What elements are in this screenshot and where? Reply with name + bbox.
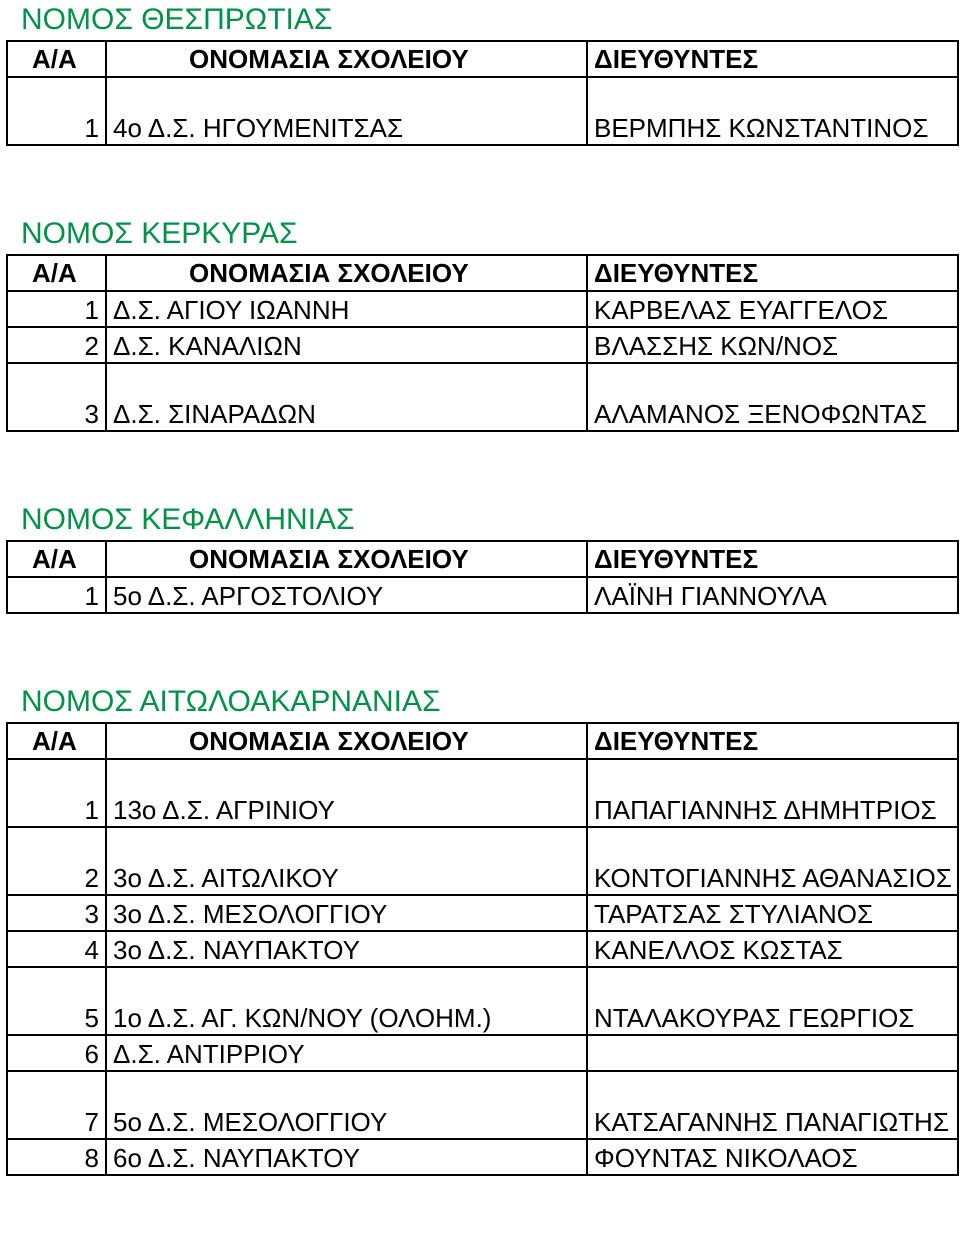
table-row xyxy=(7,931,958,967)
table-header-row xyxy=(7,541,958,577)
director-name: ΒΛΑΣΣΗΣ ΚΩΝ/ΝΟΣ xyxy=(587,327,958,363)
prefecture-title: ΝΟΜΟΣ ΘΕΣΠΡΩΤΙΑΣ xyxy=(21,3,333,36)
table-row xyxy=(7,1035,958,1071)
school-name: Δ.Σ. ΑΝΤΙΡΡΙΟΥ xyxy=(106,1035,587,1071)
table-row xyxy=(7,363,958,431)
director-name: ΚΑΤΣΑΓΑΝΝΗΣ ΠΑΝΑΓΙΩΤΗΣ xyxy=(587,1071,958,1139)
table-row xyxy=(7,327,958,363)
row-number: 4 xyxy=(7,931,106,967)
table-row xyxy=(7,1139,958,1175)
header-directors: ΔΙΕΥΘΥΝΤΕΣ xyxy=(587,541,958,577)
school-name: 5ο Δ.Σ. ΜΕΣΟΛΟΓΓΙΟΥ xyxy=(106,1071,587,1139)
header-school-name: ΟΝΟΜΑΣΙΑ ΣΧΟΛΕΙΟΥ xyxy=(106,255,587,291)
schools-table xyxy=(6,254,959,432)
director-name: ΛΑΪΝΗ ΓΙΑΝΝΟΥΛΑ xyxy=(587,577,958,613)
school-name: 3ο Δ.Σ. ΝΑΥΠΑΚΤΟΥ xyxy=(106,931,587,967)
header-number: Α/Α xyxy=(7,255,106,291)
table-row xyxy=(7,577,958,613)
schools-table xyxy=(6,40,959,146)
prefecture-section xyxy=(6,500,957,614)
table-row xyxy=(7,827,958,895)
table-row xyxy=(7,1071,958,1139)
header-directors: ΔΙΕΥΘΥΝΤΕΣ xyxy=(587,255,958,291)
school-name: 6ο Δ.Σ. ΝΑΥΠΑΚΤΟΥ xyxy=(106,1139,587,1175)
header-directors: ΔΙΕΥΘΥΝΤΕΣ xyxy=(587,41,958,77)
director-name: ΤΑΡΑΤΣΑΣ ΣΤΥΛΙΑΝΟΣ xyxy=(587,895,958,931)
director-name: ΚΑΡΒΕΛΑΣ ΕΥΑΓΓΕΛΟΣ xyxy=(587,291,958,327)
table-row xyxy=(7,967,958,1035)
row-number: 3 xyxy=(7,895,106,931)
row-number: 3 xyxy=(7,363,106,431)
header-number: Α/Α xyxy=(7,41,106,77)
director-name: ΒΕΡΜΠΗΣ ΚΩΝΣΤΑΝΤΙΝΟΣ xyxy=(587,77,958,145)
table-header-row xyxy=(7,255,958,291)
school-name: 1ο Δ.Σ. ΑΓ. ΚΩΝ/ΝΟΥ (ΟΛΟΗΜ.) xyxy=(106,967,587,1035)
header-school-name: ΟΝΟΜΑΣΙΑ ΣΧΟΛΕΙΟΥ xyxy=(106,723,587,759)
row-number: 1 xyxy=(7,291,106,327)
director-name: ΝΤΑΛΑΚΟΥΡΑΣ ΓΕΩΡΓΙΟΣ xyxy=(587,967,958,1035)
row-number: 6 xyxy=(7,1035,106,1071)
schools-table xyxy=(6,540,959,614)
director-name: ΠΑΠΑΓΙΑΝΝΗΣ ΔΗΜΗΤΡΙΟΣ xyxy=(587,759,958,827)
table-header-row xyxy=(7,723,958,759)
prefecture-section xyxy=(6,682,957,1176)
director-name: ΑΛΑΜΑΝΟΣ ΞΕΝΟΦΩΝΤΑΣ xyxy=(587,363,958,431)
prefecture-title: ΝΟΜΟΣ ΚΕΦΑΛΛΗΝΙΑΣ xyxy=(21,503,355,536)
table-row xyxy=(7,77,958,145)
director-name xyxy=(587,1035,958,1071)
prefecture-section xyxy=(6,0,957,146)
schools-table xyxy=(6,722,959,1176)
document-body xyxy=(6,0,957,1176)
school-name: Δ.Σ. ΚΑΝΑΛΙΩΝ xyxy=(106,327,587,363)
table-row xyxy=(7,895,958,931)
prefecture-section xyxy=(6,214,957,432)
school-name: 3ο Δ.Σ. ΑΙΤΩΛΙΚΟΥ xyxy=(106,827,587,895)
prefecture-title: ΝΟΜΟΣ ΚΕΡΚΥΡΑΣ xyxy=(21,217,298,250)
director-name: ΚΑΝΕΛΛΟΣ ΚΩΣΤΑΣ xyxy=(587,931,958,967)
header-school-name: ΟΝΟΜΑΣΙΑ ΣΧΟΛΕΙΟΥ xyxy=(106,41,587,77)
director-name: ΚΟΝΤΟΓΙΑΝΝΗΣ ΑΘΑΝΑΣΙΟΣ xyxy=(587,827,958,895)
header-number: Α/Α xyxy=(7,723,106,759)
row-number: 5 xyxy=(7,967,106,1035)
school-name: 3ο Δ.Σ. ΜΕΣΟΛΟΓΓΙΟΥ xyxy=(106,895,587,931)
row-number: 2 xyxy=(7,827,106,895)
table-row xyxy=(7,291,958,327)
school-name: 5ο Δ.Σ. ΑΡΓΟΣΤΟΛΙΟΥ xyxy=(106,577,587,613)
school-name: Δ.Σ. ΣΙΝΑΡΑΔΩΝ xyxy=(106,363,587,431)
header-number: Α/Α xyxy=(7,541,106,577)
row-number: 1 xyxy=(7,577,106,613)
row-number: 7 xyxy=(7,1071,106,1139)
row-number: 1 xyxy=(7,759,106,827)
header-school-name: ΟΝΟΜΑΣΙΑ ΣΧΟΛΕΙΟΥ xyxy=(106,541,587,577)
header-directors: ΔΙΕΥΘΥΝΤΕΣ xyxy=(587,723,958,759)
row-number: 2 xyxy=(7,327,106,363)
school-name: 13ο Δ.Σ. ΑΓΡΙΝΙΟΥ xyxy=(106,759,587,827)
row-number: 8 xyxy=(7,1139,106,1175)
row-number: 1 xyxy=(7,77,106,145)
school-name: 4ο Δ.Σ. ΗΓΟΥΜΕΝΙΤΣΑΣ xyxy=(106,77,587,145)
director-name: ΦΟΥΝΤΑΣ ΝΙΚΟΛΑΟΣ xyxy=(587,1139,958,1175)
table-row xyxy=(7,759,958,827)
table-header-row xyxy=(7,41,958,77)
school-name: Δ.Σ. ΑΓΙΟΥ ΙΩΑΝΝΗ xyxy=(106,291,587,327)
prefecture-title: ΝΟΜΟΣ ΑΙΤΩΛΟΑΚΑΡΝΑΝΙΑΣ xyxy=(21,685,441,718)
